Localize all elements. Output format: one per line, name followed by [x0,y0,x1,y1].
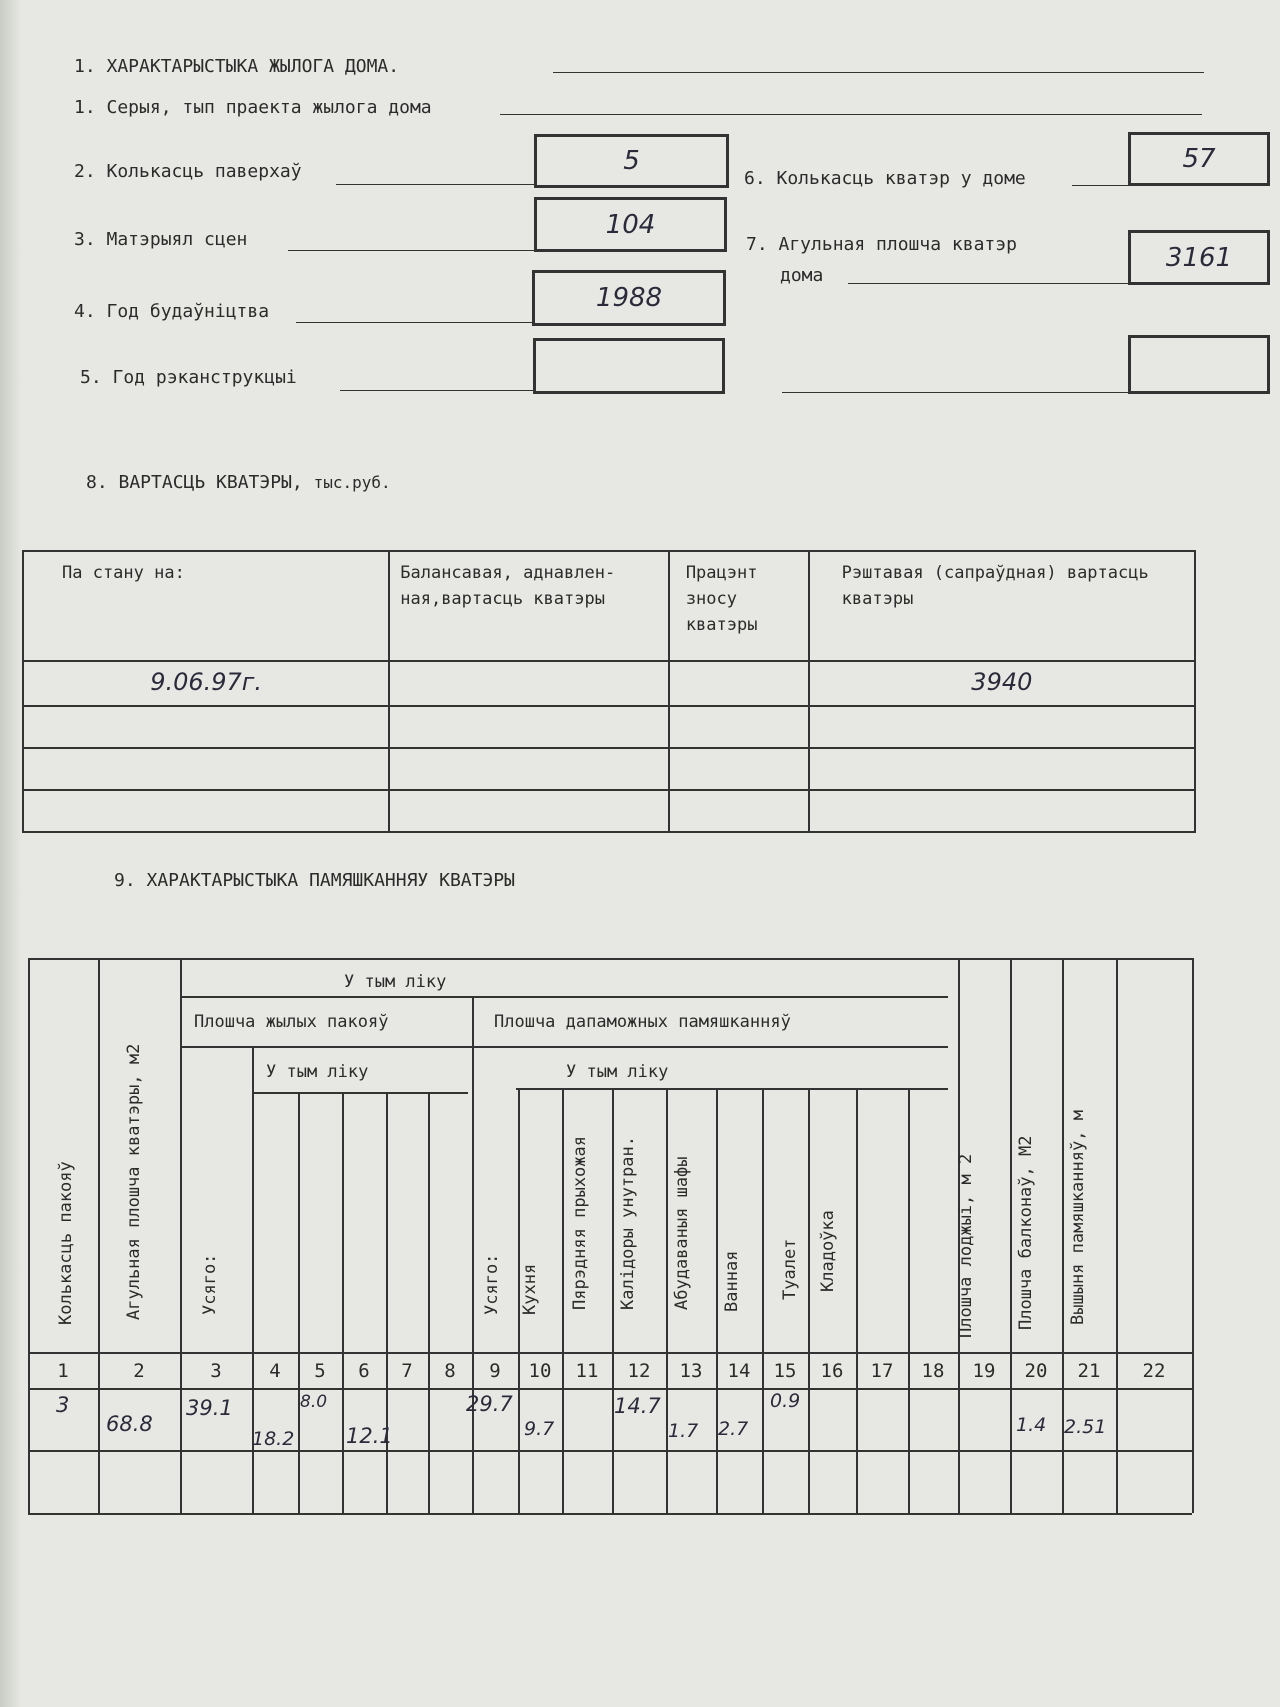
grid-line [1116,958,1118,1513]
aux-including-header: У тым ліку [566,1062,669,1082]
grid-line [28,958,1192,960]
value-c10: 9.7 [524,1418,555,1440]
grid-line [98,958,100,1513]
column-number: 21 [1077,1360,1101,1382]
cost-cell-residual[interactable] [809,706,1195,748]
height-header: Вышыня памяшканняў, м [1068,1110,1088,1325]
column-number: 10 [528,1360,552,1382]
value-c5: 8.0 [300,1392,328,1412]
value-c9: 29.7 [466,1392,513,1416]
value-c15: 0.9 [770,1390,801,1412]
walls-box[interactable] [534,197,727,252]
grid-line [342,1092,344,1513]
area-value: 3161 [1165,242,1233,273]
area-line [848,283,1128,284]
cost-cell-balance[interactable] [389,790,669,832]
grid-line [28,1388,1192,1390]
reconstruction-box[interactable] [533,338,725,394]
series-label: 1. Серыя, тып праекта жылога дома [74,97,432,118]
built-line [296,322,534,323]
grid-line [666,1088,668,1513]
cost-cell-percent[interactable] [669,790,809,832]
cost-header-balance: Балансавая, аднавлен-ная,вартасць кватэры [389,551,669,661]
living-total-header: Усяго: [200,1253,220,1315]
walls-value: 104 [605,209,656,240]
value-c14: 2.7 [718,1418,749,1440]
flats-label: 6. Колькасць кватэр у доме [744,168,1026,189]
living-header: Плошча жылых пакояў [194,1012,389,1032]
value-c4: 18.2 [252,1428,295,1450]
section8-title [86,472,391,493]
extra-line [782,392,1128,393]
toilet-header: Туалет [780,1238,800,1300]
column-number: 20 [1024,1360,1048,1382]
grid-line [252,1092,468,1094]
grid-line [908,1088,910,1513]
grid-line [298,1092,300,1513]
area-label-2: дома [780,265,824,286]
cost-cell-balance[interactable] [389,706,669,748]
built-label: 4. Год будаўніцтва [74,301,270,322]
grid-line [762,1088,764,1513]
column-number: 12 [627,1360,651,1382]
column-number: 14 [727,1360,751,1382]
reconstruction-label: 5. Год рэканструкцыі [80,367,297,388]
grid-line [856,1088,858,1513]
grid-line [28,1450,1192,1452]
reconstruction-line [340,390,534,391]
balcony-header: Плошча балконаў, М2 [1016,1135,1036,1330]
grid-line [180,958,182,1513]
total-area-header: Агульная плошча кватэры, м2 [124,1043,144,1320]
cost-cell-balance[interactable] [389,748,669,790]
cost-header-date: Па стану на: [23,551,389,661]
column-number: 19 [972,1360,996,1382]
walls-line [288,250,534,251]
value-c3: 39.1 [186,1396,233,1420]
column-number: 11 [575,1360,599,1382]
grid-line [386,1092,388,1513]
flats-value: 57 [1182,144,1216,174]
cost-cell-date[interactable] [23,748,389,790]
cost-cell-residual: 3940 [809,661,1195,706]
cost-header-residual: Рэштавая (сапраўдная) вартасць кватэры [809,551,1195,661]
section8-title-text: 8. ВАРТАСЦЬ КВАТЭРЫ, [86,472,303,493]
value-c12: 14.7 [614,1394,661,1418]
title-underline [553,72,1204,73]
cost-cell-percent[interactable] [669,661,809,706]
page-edge-shadow [0,0,22,1707]
grid-line [612,1088,614,1513]
grid-line [516,1088,948,1090]
cost-cell-residual[interactable] [809,748,1195,790]
grid-line [808,1088,810,1513]
area-label: 7. Агульная плошча кватэр [746,234,1017,255]
column-number: 15 [773,1360,797,1382]
aux-total-header: Усяго: [482,1253,502,1315]
living-including-header: У тым ліку [266,1062,369,1082]
cost-table [22,550,1196,833]
column-number: 3 [210,1360,222,1382]
flats-box[interactable] [1128,132,1270,186]
column-number: 22 [1142,1360,1166,1382]
column-number: 17 [870,1360,894,1382]
built-value: 1988 [595,283,663,313]
extra-box[interactable] [1128,335,1270,394]
column-number: 18 [921,1360,945,1382]
section8-unit: тыс.руб. [313,473,391,492]
column-number: 13 [679,1360,703,1382]
value-c2: 68.8 [106,1412,153,1436]
grid-line [180,1046,948,1048]
column-number: 2 [133,1360,145,1382]
column-number: 6 [358,1360,370,1382]
column-number: 8 [444,1360,456,1382]
grid-line [28,958,30,1513]
cost-cell-residual[interactable] [809,790,1195,832]
column-number: 1 [57,1360,69,1382]
walls-label: 3. Матэрыял сцен [74,229,248,250]
column-number: 9 [489,1360,501,1382]
cost-cell-balance[interactable] [389,661,669,706]
column-number: 16 [820,1360,844,1382]
grid-line [1192,958,1194,1513]
corridor-header: Калідоры унутран. [618,1136,638,1310]
floors-label: 2. Колькасць паверхаў [74,161,302,182]
cost-cell-percent[interactable] [669,706,809,748]
cost-cell-date[interactable] [23,706,389,748]
grid-line [562,1088,564,1513]
closets-header: Абудаваныя шафы [672,1156,692,1310]
section9-title: 9. ХАРАКТАРЫСТЫКА ПАМЯШКАННЯУ КВАТЭРЫ [114,870,515,891]
cost-header-percent: Працэнт зносу кватэры [669,551,809,661]
cost-cell-date[interactable] [23,790,389,832]
area-box[interactable] [1128,230,1270,285]
value-c21: 2.51 [1064,1416,1107,1438]
floors-box[interactable] [534,134,729,188]
value-c20: 1.4 [1016,1414,1047,1436]
floors-line [336,184,534,185]
grid-line [1010,958,1012,1513]
loggia-header: Плошча лоджыі, м 2 [956,1153,976,1338]
column-number: 4 [269,1360,281,1382]
series-field[interactable] [500,114,1202,115]
grid-line [428,1092,430,1513]
grid-line [716,1088,718,1513]
cost-cell-date: 9.06.97г. [23,661,389,706]
grid-line [28,1352,1192,1354]
aux-header: Плошча дапаможных памяшканняў [494,1012,791,1032]
value-c13: 1.7 [668,1420,699,1442]
pantry-header: Кладоўка [818,1210,838,1292]
including-header: У тым ліку [344,972,447,992]
bath-header: Ванная [722,1250,742,1312]
hall-header: Пярэдняя прыхожая [570,1136,590,1310]
floors-value: 5 [623,146,640,176]
cost-cell-percent[interactable] [669,748,809,790]
grid-line [28,1513,1192,1515]
kitchen-header: Кухня [520,1263,540,1315]
value-c1: 3 [56,1393,70,1417]
grid-line [472,996,474,1513]
column-number: 5 [314,1360,326,1382]
rooms-count-header: Колькасць пакояў [56,1161,76,1325]
flats-line [1072,185,1128,186]
grid-line [180,996,948,998]
column-number: 7 [401,1360,413,1382]
section1-title: 1. ХАРАКТАРЫСТЫКА ЖЫЛОГА ДОМА. [74,56,400,77]
value-c6: 12.1 [346,1424,393,1448]
built-box[interactable] [532,270,726,326]
